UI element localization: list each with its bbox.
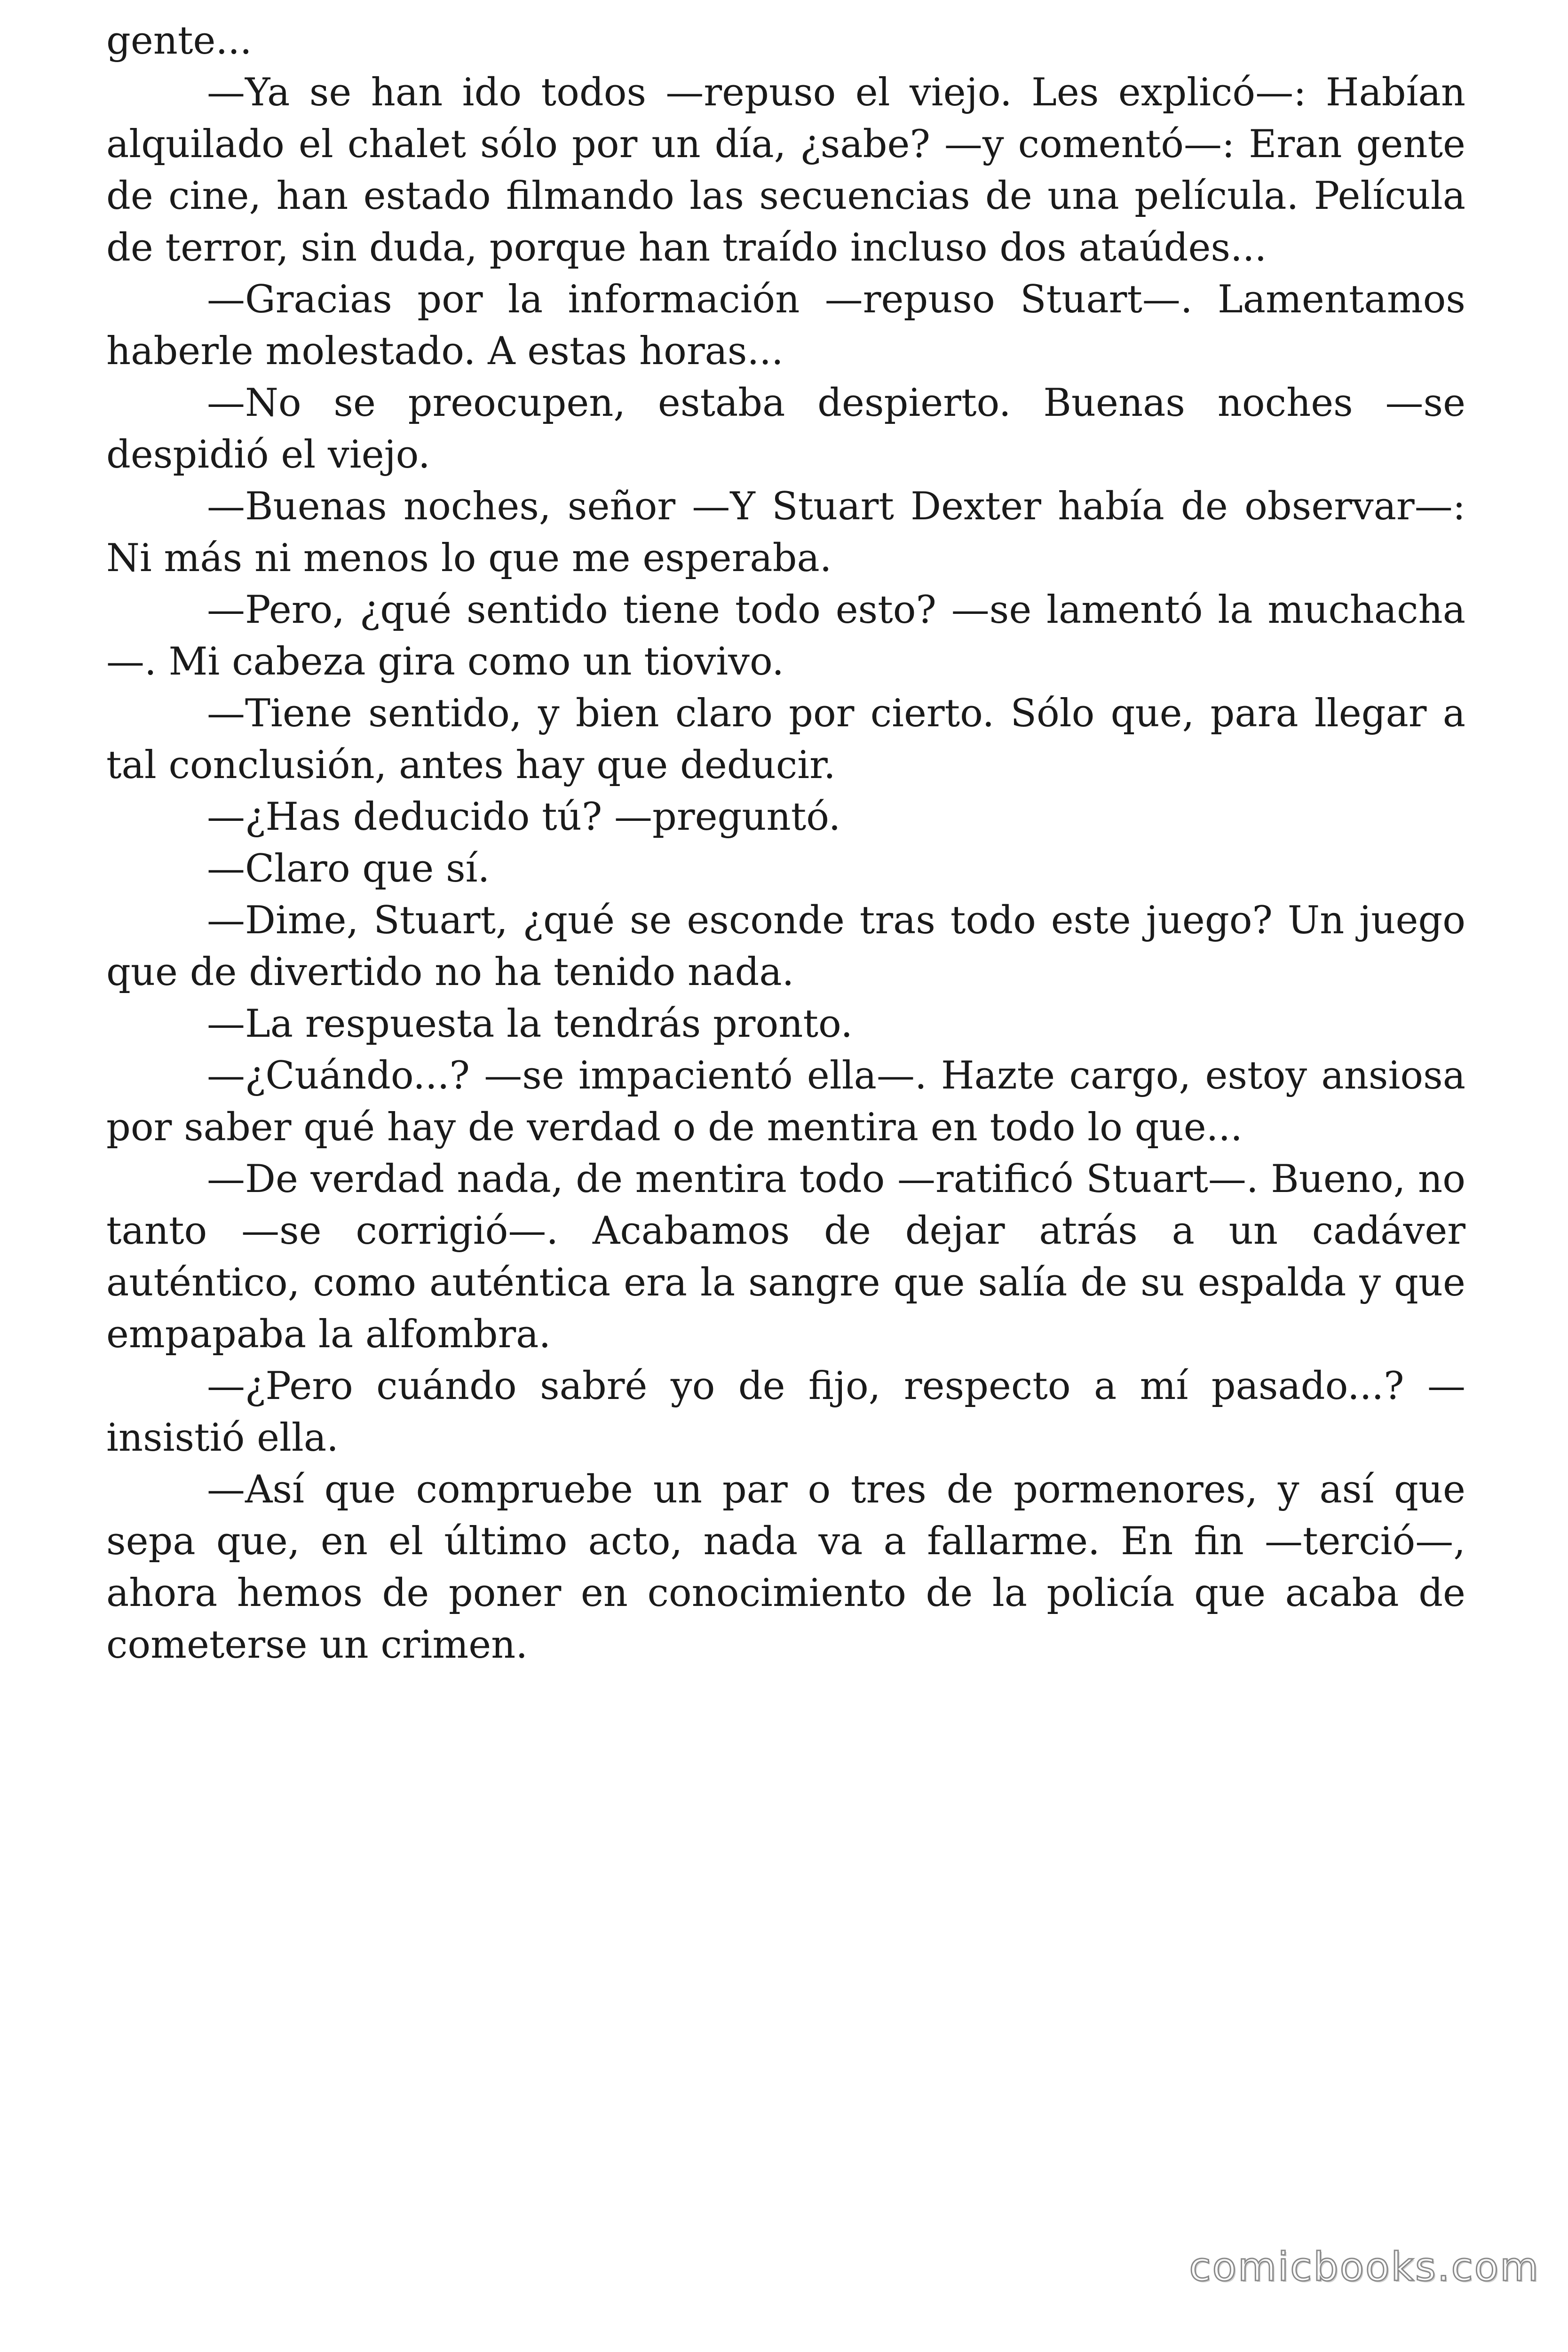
paragraph: —No se preocupen, estaba despierto. Buenas noches —se despidió el viejo. [106, 381, 1465, 477]
paragraph: —¿Has deducido tú? —preguntó. [207, 795, 841, 839]
watermark: comicbooks.com [1189, 2244, 1540, 2290]
paragraph: —Claro que sí. [207, 847, 490, 891]
paragraph: —Ya se han ido todos —repuso el viejo. Les explicó—: Habían alquilado el chalet sólo por un día, ¿sabe? —y comentó—: Eran gente de cine, han estado filmando las secuencias de una película. Película de terror, sin duda, porque han traído incluso dos ataúdes... [106, 71, 1465, 270]
body-text [106, 15, 1465, 1671]
paragraph: —Tiene sentido, y bien claro por cierto. Sólo que, para llegar a tal conclusión, antes hay que deducir. [106, 691, 1465, 787]
paragraph: —¿Pero cuándo sabré yo de fijo, respecto a mí pasado...? —insistió ella. [106, 1364, 1465, 1460]
paragraph: —De verdad nada, de mentira todo —ratificó Stuart—. Bueno, no tanto —se corrigió—. Acabamos de dejar atrás a un cadáver auténtico, como auténtica era la sangre que salía de su espalda y que empapaba la alfombra. [106, 1157, 1465, 1357]
paragraph: —Dime, Stuart, ¿qué se esconde tras todo este juego? Un juego que de divertido no ha tenido nada. [106, 898, 1465, 994]
paragraph: —Gracias por la información —repuso Stuart—. Lamentamos haberle molestado. A estas horas... [106, 278, 1465, 373]
paragraph: —¿Cuándo...? —se impacientó ella—. Hazte cargo, estoy ansiosa por saber qué hay de verdad o de mentira en todo lo que... [106, 1054, 1465, 1150]
paragraph: —Buenas noches, señor —Y Stuart Dexter había de observar—: Ni más ni menos lo que me esperaba. [106, 485, 1465, 580]
paragraph: —Pero, ¿qué sentido tiene todo esto? —se lamentó la muchacha —. Mi cabeza gira como un tiovivo. [106, 588, 1465, 684]
paragraph: —Así que compruebe un par o tres de pormenores, y así que sepa que, en el último acto, nada va a fallarme. En fin —terció—, ahora hemos de poner en conocimiento de la policía que acaba de cometerse un crimen. [106, 1468, 1465, 1667]
paragraph: —La respuesta la tendrás pronto. [207, 1002, 853, 1046]
paragraph-continuation: gente... [106, 19, 252, 63]
